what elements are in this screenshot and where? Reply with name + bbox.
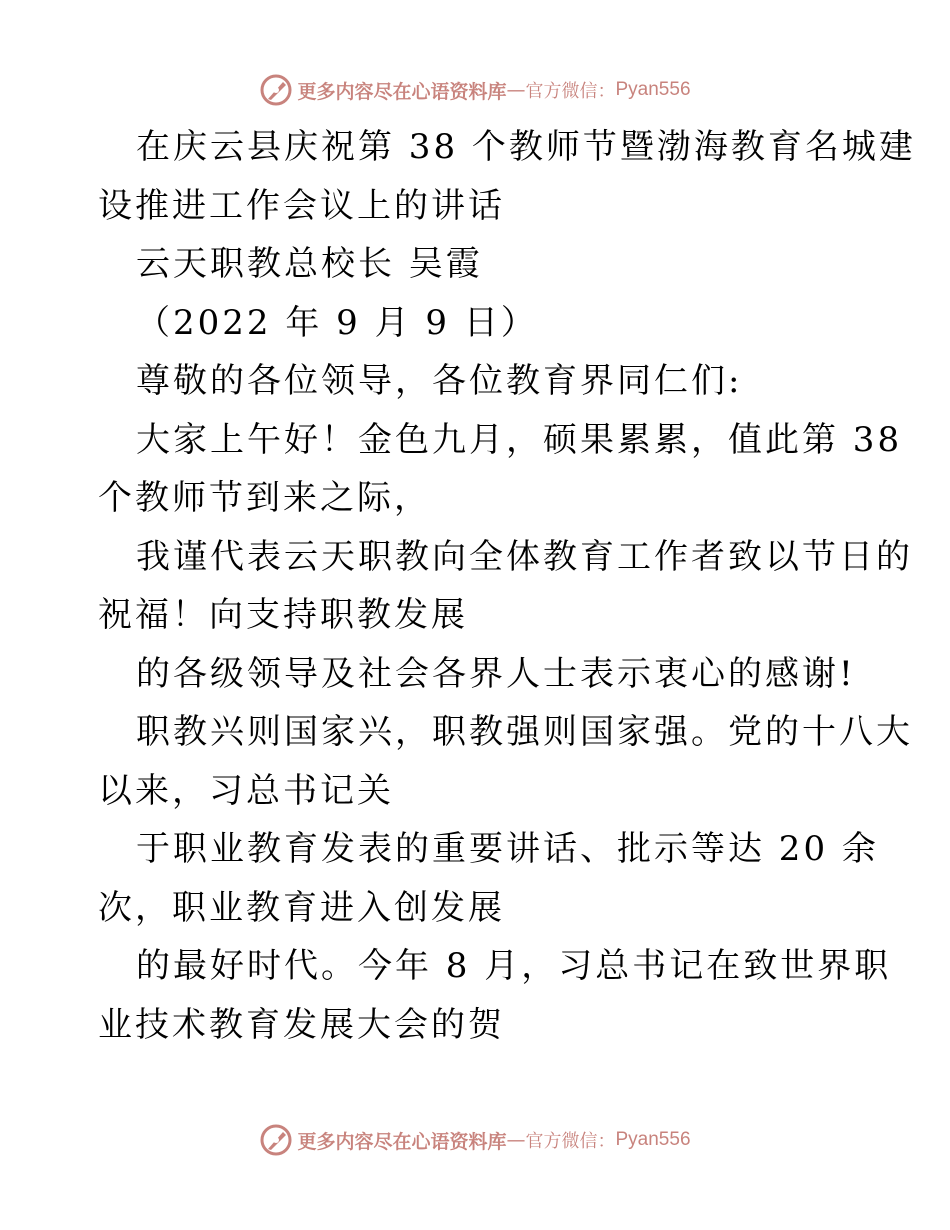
paragraph-line: 次，职业教育进入创发展 — [98, 887, 505, 928]
paragraph-line: 我谨代表云天职教向全体教育工作者致以节日的 — [136, 536, 913, 577]
paragraph-line: 以来，习总书记关 — [98, 770, 394, 811]
title-line-1: 在庆云县庆祝第 38 个教师节暨渤海教育名城建 — [136, 127, 916, 167]
watermark-dash: — — [506, 1129, 526, 1151]
paragraph-line: 祝福！向支持职教发展 — [98, 595, 468, 635]
watermark-dash: — — [506, 79, 526, 101]
date-line: （2022 年 9 月 9 日） — [136, 302, 538, 343]
watermark-official-label: 官方微信： — [525, 81, 616, 102]
watermark-brand: 更多内容尽在心语资料库 — [297, 1130, 507, 1153]
paragraph-line: 的最好时代。今年 8 月，习总书记在致世界职 — [136, 946, 892, 986]
paragraph-line: 的各级领导及社会各界人士表示衷心的感谢! — [136, 653, 856, 694]
document-body — [98, 118, 916, 1054]
title-line-2: 设推进工作会议上的讲话 — [98, 185, 505, 226]
paragraph-line: 职教兴则国家兴，职教强则国家强。党的十八大 — [136, 712, 913, 752]
header-watermark — [0, 70, 950, 110]
author-line: 云天职教总校长 吴霞 — [136, 244, 483, 284]
paragraph-line: 大家上午好！金色九月，硕果累累，值此第 38 — [136, 419, 903, 460]
quill-pen-circle-icon — [259, 73, 293, 107]
paragraph-line: 于职业教育发表的重要讲话、批示等达 20 余 — [136, 829, 879, 869]
paragraph-line: 个教师节到来之际， — [98, 478, 431, 518]
watermark-official-label: 官方微信： — [525, 1131, 616, 1152]
quill-pen-circle-icon — [259, 1123, 293, 1157]
watermark-wechat-id: Pyan556 — [615, 79, 691, 100]
watermark-wechat-id: Pyan556 — [615, 1129, 691, 1150]
salutation-line: 尊敬的各位领导，各位教育界同仁们: — [136, 361, 743, 401]
paragraph-line: 业技术教育发展大会的贺 — [98, 1004, 505, 1045]
watermark-brand: 更多内容尽在心语资料库 — [297, 80, 507, 103]
footer-watermark — [0, 1120, 950, 1160]
